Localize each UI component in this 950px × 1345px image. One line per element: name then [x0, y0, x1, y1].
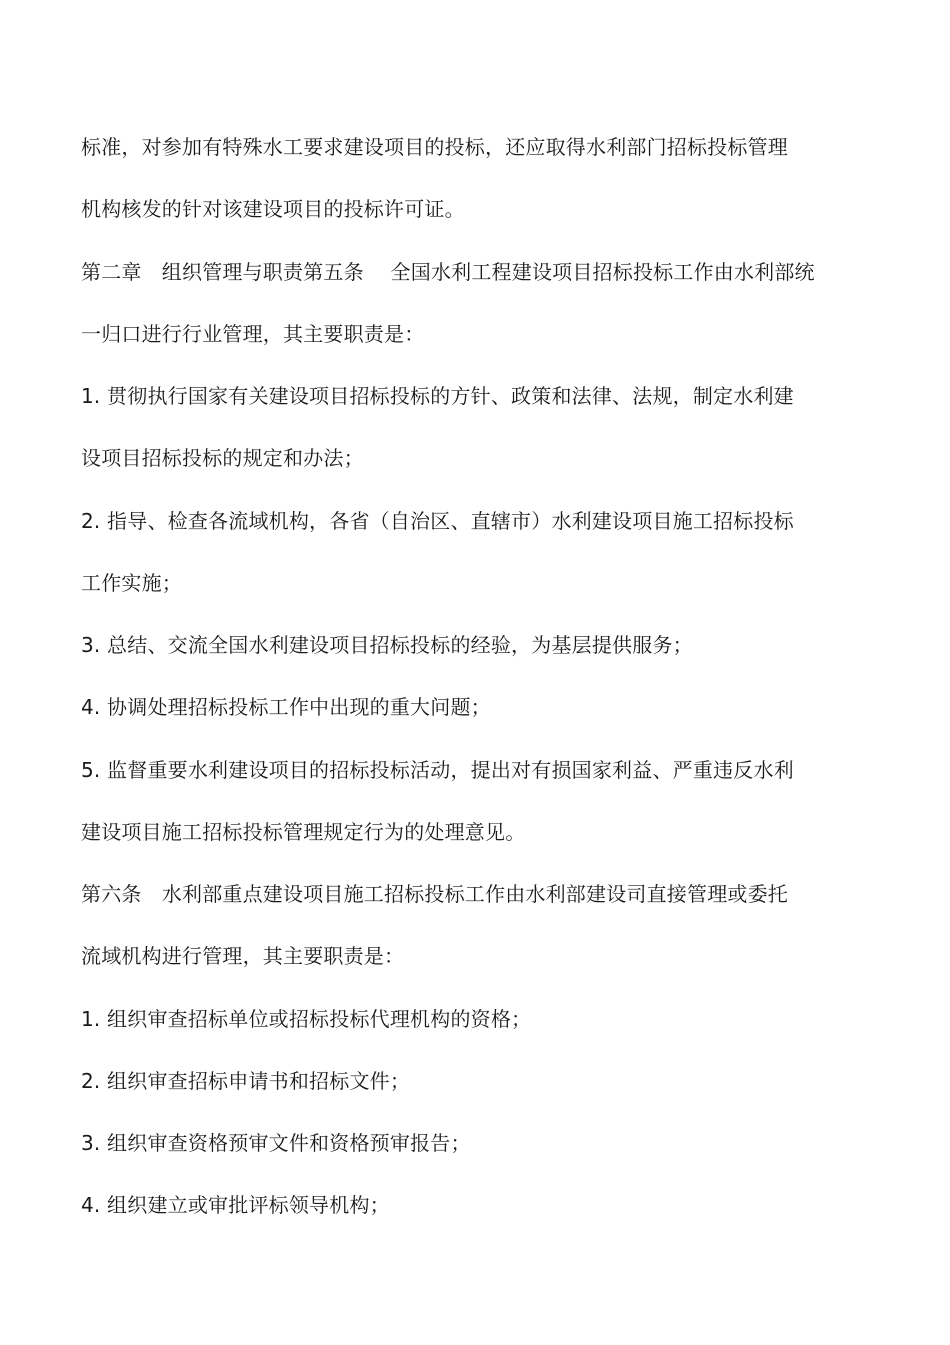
list-item: 4. 协调处理招标投标工作中出现的重大问题；: [81, 695, 491, 719]
article-line: 第六条 水利部重点建设项目施工招标投标工作由水利部建设司直接管理或委托: [81, 882, 788, 906]
text-line: 建设项目施工招标投标管理规定行为的处理意见。: [81, 820, 526, 844]
list-item: 2. 组织审查招标申请书和招标文件；: [81, 1069, 411, 1093]
list-item: 3. 总结、交流全国水利建设项目招标投标的经验，为基层提供服务；: [81, 633, 693, 657]
chapter-heading-line: 第二章 组织管理与职责第五条 全国水利工程建设项目招标投标工作由水利部统: [81, 260, 815, 284]
list-item: 2. 指导、检查各流域机构，各省（自治区、直辖市）水利建设项目施工招标投标: [81, 509, 794, 533]
text-line: 设项目招标投标的规定和办法；: [81, 446, 364, 470]
text-line: 机构核发的针对该建设项目的投标许可证。: [81, 197, 465, 221]
list-item: 3. 组织审查资格预审文件和资格预审报告；: [81, 1131, 471, 1155]
list-item: 5. 监督重要水利建设项目的招标投标活动，提出对有损国家利益、严重违反水利: [81, 758, 794, 782]
list-item: 1. 贯彻执行国家有关建设项目招标投标的方针、政策和法律、法规，制定水利建: [81, 384, 794, 408]
text-line: 工作实施；: [81, 571, 182, 595]
text-line: 标准，对参加有特殊水工要求建设项目的投标，还应取得水利部门招标投标管理: [81, 135, 788, 159]
text-line: 流域机构进行管理，其主要职责是：: [81, 944, 405, 968]
text-line: 一归口进行行业管理，其主要职责是：: [81, 322, 425, 346]
list-item: 1. 组织审查招标单位或招标投标代理机构的资格；: [81, 1007, 532, 1031]
list-item: 4. 组织建立或审批评标领导机构；: [81, 1193, 390, 1217]
